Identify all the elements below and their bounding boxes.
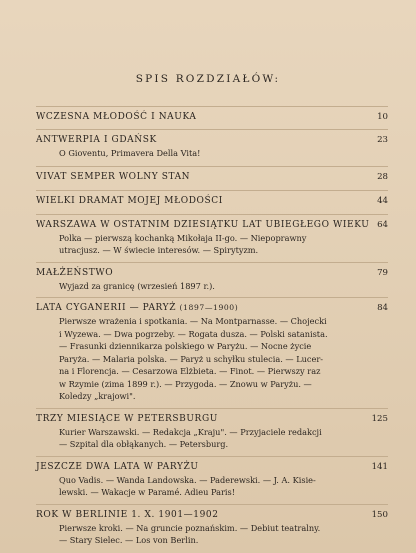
chapter-title: JESZCZE DWA LATA W PARYŻU	[36, 461, 199, 472]
page-number: 150	[371, 509, 388, 520]
toc-entry	[36, 504, 388, 547]
toc-entry	[36, 297, 388, 403]
chapter-description-line: Koledzy „krajowi".	[59, 391, 136, 401]
page-number: 28	[377, 171, 388, 182]
page-number: 79	[377, 267, 388, 278]
chapter-description-line: lewski. — Wakacje w Paramé. Adieu Paris!	[59, 487, 236, 497]
chapter-description-line: — Szpital dla obłąkanych. — Petersburg.	[59, 439, 229, 449]
toc-entry	[36, 262, 388, 293]
toc-entry	[36, 190, 388, 208]
chapter-title: ROK W BERLINIE 1. X. 1901—1902	[36, 509, 219, 520]
chapter-description-line: na i Florencja. — Cesarzowa Elżbieta. — Finot. — Pierwszy raz	[59, 366, 321, 376]
chapter-title-years: (1897—1900)	[179, 303, 239, 312]
chapter-description: Wyjazd za granicę (wrzesień 1897 r.).	[59, 280, 215, 291]
page-number: 10	[377, 112, 388, 122]
toc-entry	[36, 166, 388, 184]
chapter-title: WARSZAWA W OSTATNIM DZIESIĄTKU LAT UBIEGŁEGO WIEKU	[36, 219, 370, 230]
chapter-description: O Gioventu, Primavera Della Vita!	[59, 148, 201, 158]
chapter-title: MAŁŻEŃSTWO	[36, 267, 114, 278]
chapter-description-line: — Frasunki dziennikarza polskiego w Paryżu. — Nocne życie	[59, 341, 312, 351]
chapter-description-line: i Wyzewa. — Dwa pogrzeby. — Rogata dusza. — Polski satanista.	[59, 328, 328, 339]
chapter-title	[36, 301, 238, 315]
toc-entry	[36, 129, 388, 160]
chapter-description-line: w Rzymie (zima 1899 r.). — Przygoda. — Znowu w Paryżu. —	[59, 378, 312, 389]
page-number: 141	[371, 461, 388, 472]
chapter-description-line: Kurier Warszawski. — Redakcja „Kraju". — Przyjaciele redakcji	[59, 426, 322, 437]
page-number: 125	[371, 413, 388, 424]
chapter-title: WCZESNA MŁODOŚĆ I NAUKA	[36, 112, 197, 122]
chapter-description-line: — Stary Sielec. — Los von Berlin.	[59, 535, 199, 545]
table-of-contents	[36, 106, 388, 547]
chapter-description-line: Quo Vadis. — Wanda Landowska. — Paderewski. — J. A. Kisie-	[59, 474, 316, 485]
toc-entry	[36, 106, 388, 124]
chapter-description-line: Polka — pierwszą kochanką Mikołaja II-go. — Niepoprawny	[59, 232, 307, 243]
chapter-description-line: utracjusz. — W świecie interesów. — Spirytyzm.	[59, 245, 259, 255]
chapter-title-text: LATA CYGANERII — PARYŻ	[36, 303, 177, 313]
chapter-title: WIELKI DRAMAT MOJEJ MŁODOŚCI	[36, 195, 223, 206]
page-number: 44	[377, 195, 388, 206]
chapter-title: ANTWERPIA I GDAŃSK	[36, 135, 157, 145]
chapter-title: VIVAT SEMPER WOLNY STAN	[36, 171, 191, 182]
toc-entry	[36, 408, 388, 451]
chapter-description-line: Pierwsze kroki. — Na gruncie poznańskim. — Debiut teatralny.	[59, 522, 321, 533]
chapter-description-line: Pierwsze wrażenia i spotkania. — Na Montparnasse. — Chojecki	[59, 316, 327, 326]
toc-entry	[36, 214, 388, 257]
chapter-description-line: Paryża. — Malaria polska. — Paryż u schyłku stulecia. — Lucer-	[59, 353, 324, 364]
page-number: 84	[377, 303, 388, 313]
page-heading: SPIS ROZDZIAŁÓW:	[135, 73, 281, 85]
toc-entry	[36, 456, 388, 499]
page-number: 23	[377, 135, 388, 145]
chapter-title: TRZY MIESIĄCE W PETERSBURGU	[36, 413, 218, 424]
page-number: 64	[377, 219, 388, 230]
